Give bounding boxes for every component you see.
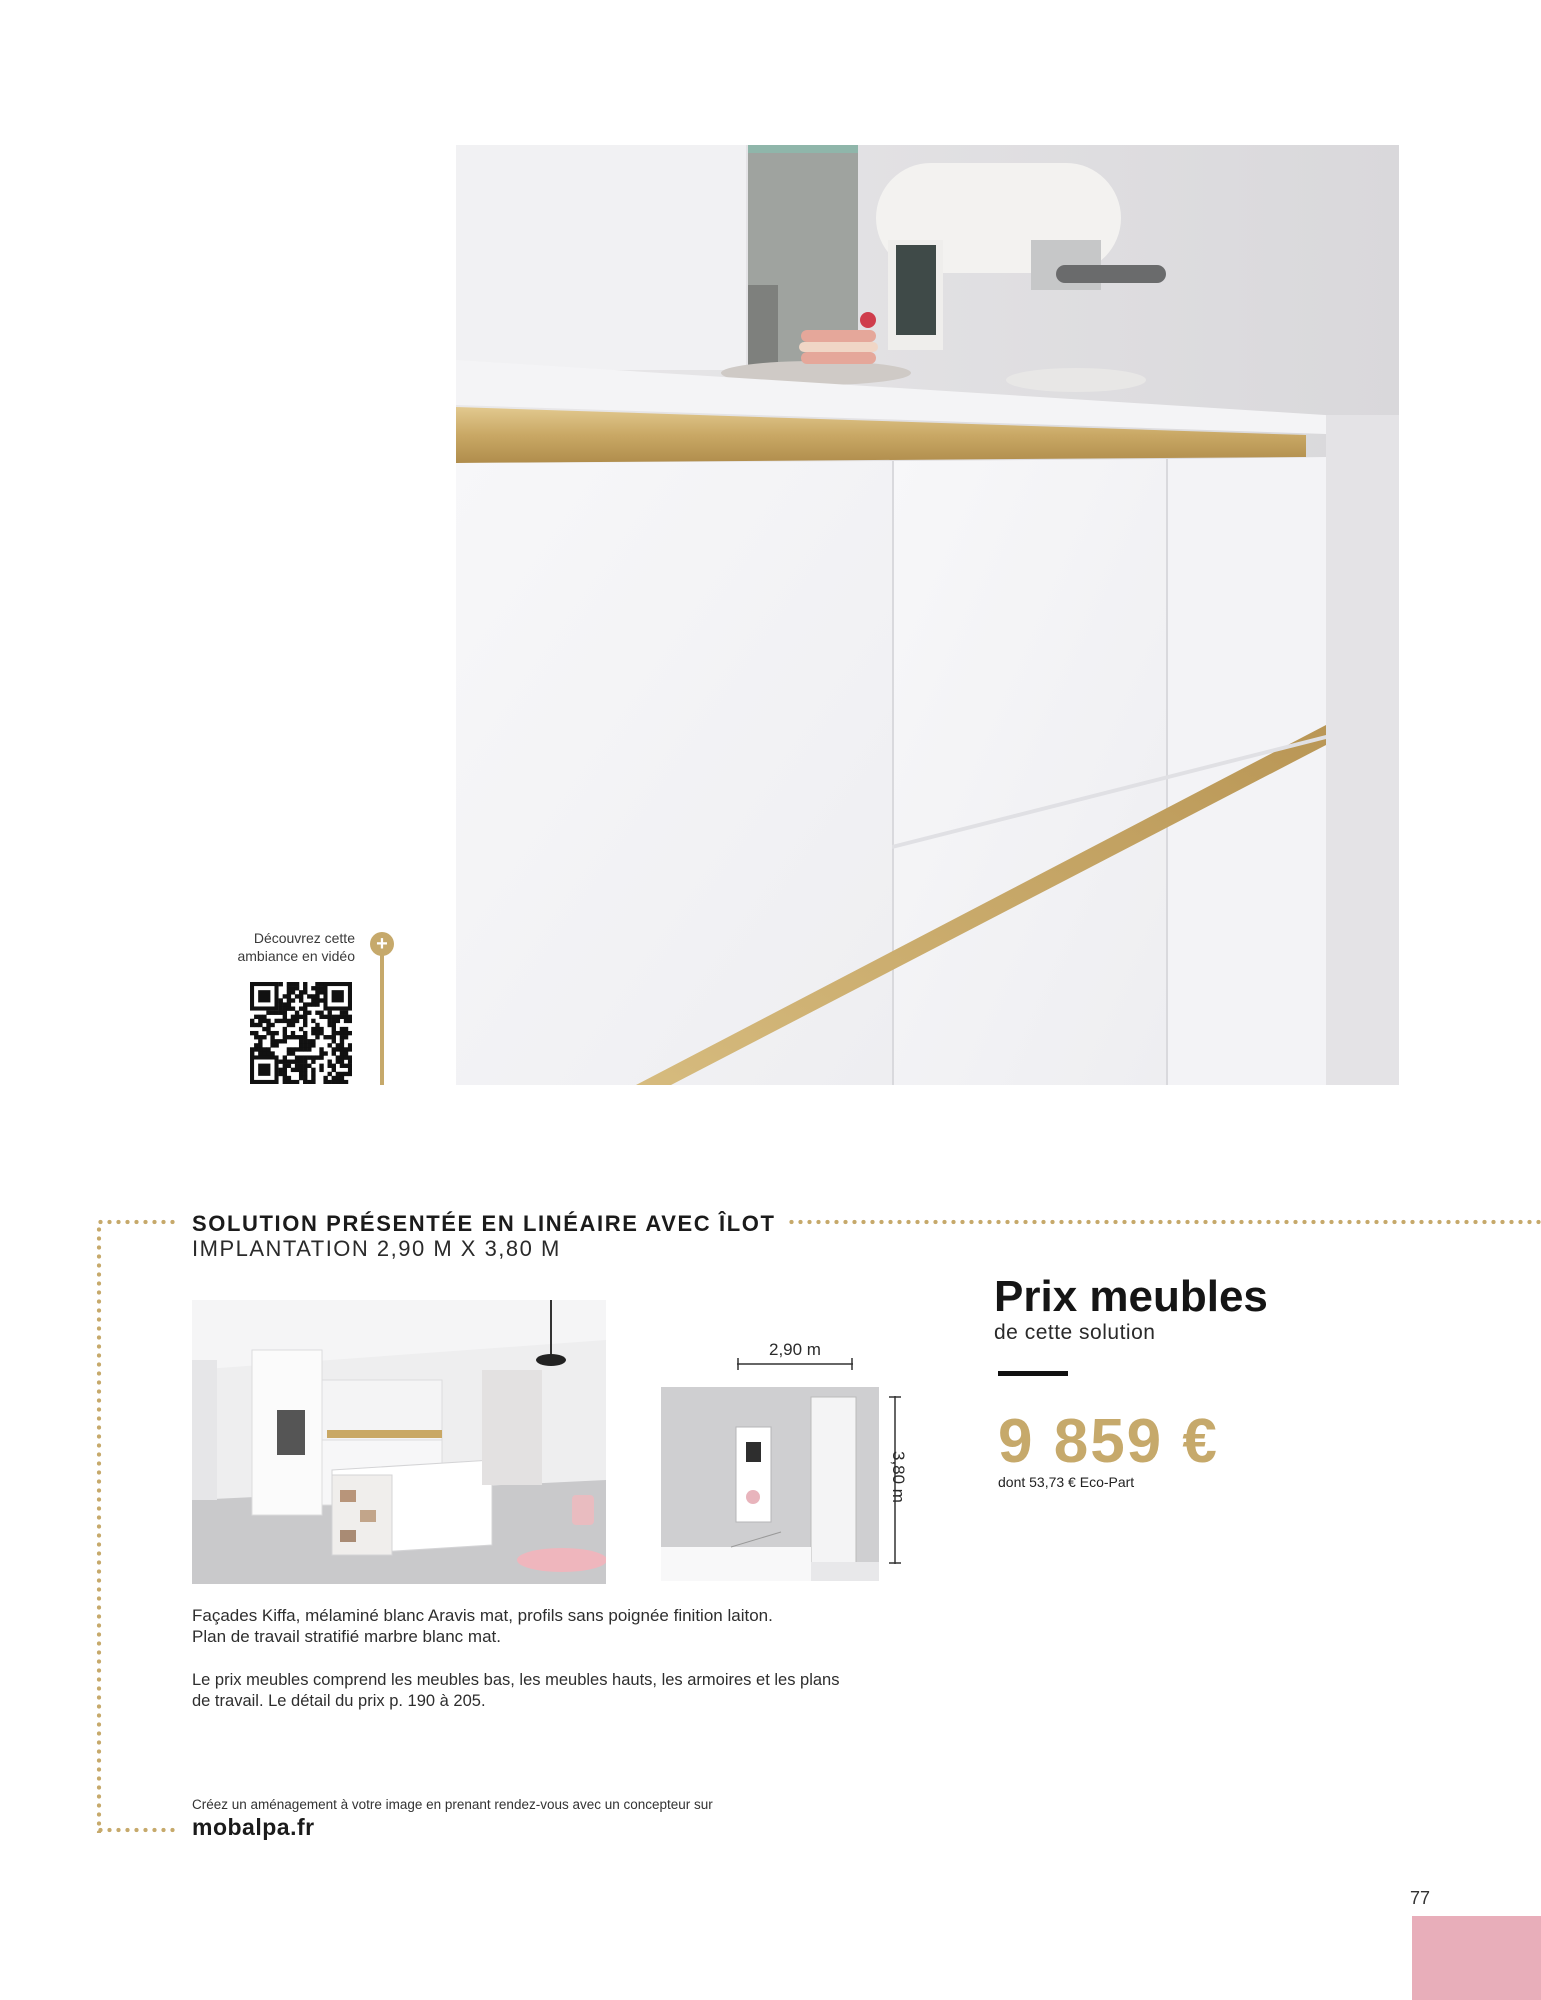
hero-kitchen-photo	[456, 145, 1399, 1085]
page-number: 77	[1410, 1888, 1431, 1908]
plus-icon: +	[370, 932, 394, 956]
solution-title: SOLUTION PRÉSENTÉE EN LINÉAIRE AVEC ÎLOT	[192, 1211, 776, 1236]
dotted-rule-bottom	[96, 1827, 176, 1833]
dotted-rule-top-left	[96, 1219, 176, 1225]
product-description	[192, 1605, 912, 1647]
description-line-2: Plan de travail stratifié marbre blanc mat.	[192, 1627, 501, 1646]
price-title: Prix meubles	[994, 1272, 1268, 1321]
description-line-4: de travail. Le détail du prix p. 190 à 205.	[192, 1692, 486, 1710]
website-link[interactable]: mobalpa.fr	[192, 1814, 315, 1840]
qr-connector-line	[380, 955, 384, 1085]
price-description	[192, 1670, 912, 1712]
dimension-width-line	[737, 1357, 853, 1369]
cta-text: Créez un aménagement à votre image en prenant rendez-vous avec un concepteur sur	[192, 1797, 713, 1812]
qr-caption-line2: ambiance en vidéo	[237, 948, 355, 964]
price-subtitle: de cette solution	[994, 1321, 1156, 1344]
solution-subtitle: IMPLANTATION 2,90 M X 3,80 M	[192, 1236, 561, 1261]
qr-caption	[180, 929, 355, 965]
dotted-rule-left	[96, 1225, 102, 1833]
description-line-3: Le prix meubles comprend les meubles bas, les meubles hauts, les armoires et les plans	[192, 1671, 840, 1689]
eco-part-note: dont 53,73 € Eco-Part	[998, 1474, 1135, 1490]
qr-caption-line1: Découvrez cette	[253, 930, 355, 946]
floor-plan-image	[661, 1387, 879, 1581]
dimension-depth-label: 3,80 m	[889, 1451, 908, 1503]
description-line-1: Façades Kiffa, mélaminé blanc Aravis mat, profils sans poignée finition laiton.	[192, 1606, 773, 1625]
price-value: 9 859 €	[998, 1407, 1219, 1476]
dimension-width-label: 2,90 m	[769, 1340, 821, 1359]
kitchen-overview-photo	[192, 1300, 606, 1584]
price-divider	[998, 1371, 1068, 1376]
qr-code[interactable]	[250, 982, 352, 1084]
section-tab	[1412, 1916, 1541, 2000]
dotted-rule-top-right	[787, 1219, 1541, 1225]
